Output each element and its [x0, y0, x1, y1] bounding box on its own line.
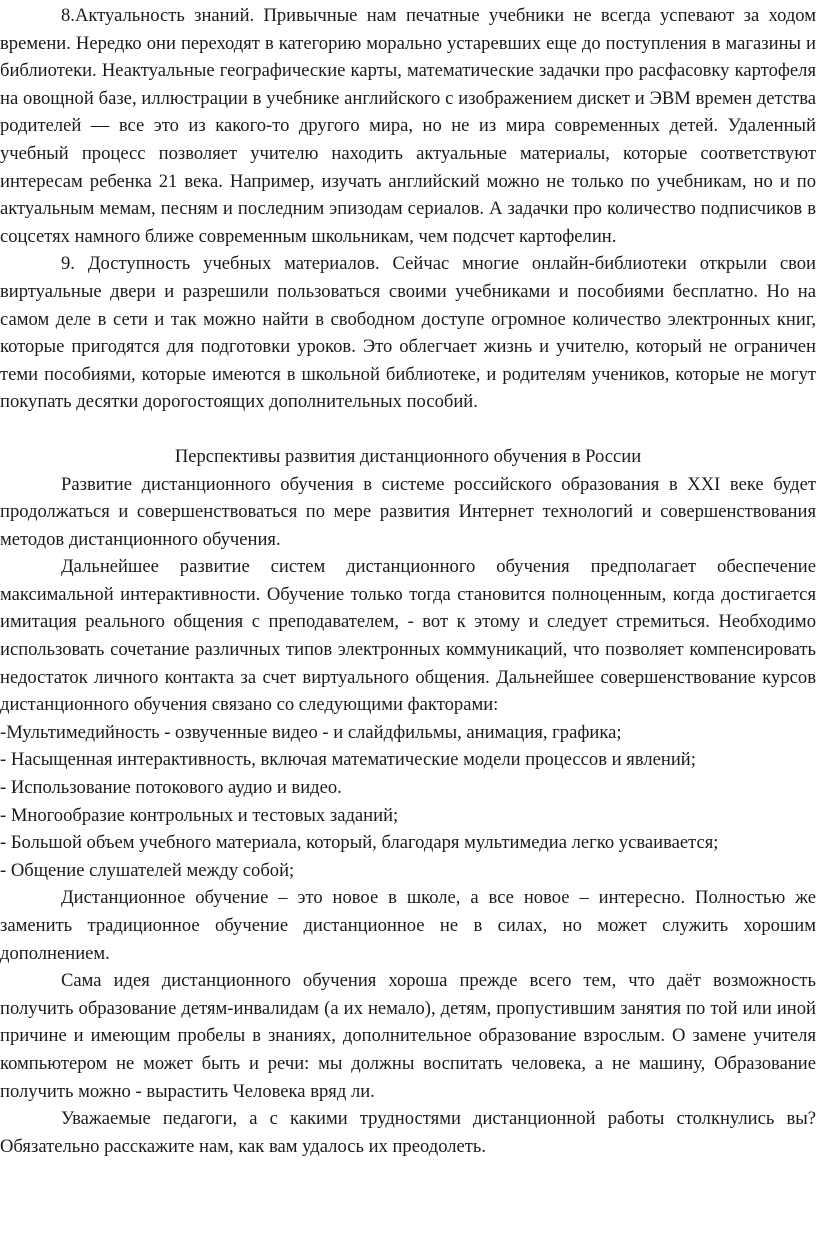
section-title: Перспективы развития дистанционного обучения в России: [174, 445, 642, 467]
list-item: - Насыщенная интерактивность, включая математические модели процессов и явлений;: [0, 749, 696, 771]
list-item: -Мультимедийность - озвученные видео - и слайдфильмы, анимация, графика;: [0, 721, 622, 743]
paragraph-intro: Развитие дистанционного обучения в системе российского образования в XXI веке будет продолжаться и совершенствоваться по мере развития Интернет технологий и совершенствования методов дистанционного обучения.: [0, 473, 816, 550]
list-item: - Использование потокового аудио и видео.: [0, 777, 342, 799]
paragraph-idea: Сама идея дистанционного обучения хороша прежде всего тем, что даёт возможность получить образование детям-инвалидам (а их немало), детям, пропустившим занятия по той или иной причине и имеющим пробелы в знаниях, дополнительное образование взрослым. О замене учителя компьютером не может быть и речи: мы должны воспитать человека, а не машину, Образование получить можно - вырастить Человека вряд ли.: [0, 970, 816, 1102]
paragraph-relevance: 8.Актуальность знаний. Привычные нам печатные учебники не всегда успевают за ходом времени. Нередко они переходят в категорию морально устаревших еще до поступления в магазины и библиотеки. Неактуальные географические карты, математические задачки про расфасовку картофеля на овощной базе, иллюстрации в учебнике английского с изображением дискет и ЭВМ времен детства родителей — все это из какого-то другого мира, но не из мира современных детей. Удаленный учебный процесс позволяет учителю находить актуальные материалы, которые соответствуют интересам ребенка 21 века. Например, изучать английский можно не только по учебникам, но и по актуальным мемам, песням и последним эпизодам сериалов. А задачки про количество подписчиков в соцсетях намного ближе современным школьникам, чем подсчет картофелин.: [0, 5, 816, 247]
list-item: - Общение слушателей между собой;: [0, 859, 295, 881]
paragraph-question: Уважаемые педагоги, а с какими трудностями дистанционной работы столкнулись вы? Обязательно расскажите нам, как вам удалось их преодолеть.: [0, 1108, 816, 1157]
list-item: - Большой объем учебного материала, который, благодаря мультимедиа легко усваивается;: [0, 832, 719, 854]
list-item: - Многообразие контрольных и тестовых заданий;: [0, 804, 399, 826]
paragraph-new-in-school: Дистанционное обучение – это новое в школе, а все новое – интересно. Полностью же заменить традиционное обучение дистанционное не в силах, но может служить хорошим дополнением.: [0, 887, 816, 964]
factors-list: [0, 719, 816, 885]
paragraph-further: Дальнейшее развитие систем дистанционного обучения предполагает обеспечение максимальной интерактивности. Обучение только тогда становится полноценным, когда достигается имитация реального общения с преподавателем, - вот к этому и следует стремиться. Необходимо использовать сочетание различных типов электронных коммуникаций, что позволяет компенсировать недостаток личного контакта за счет виртуального общения. Дальнейшее совершенствование курсов дистанционного обучения связано со следующими факторами:: [0, 556, 816, 716]
paragraph-accessibility: 9. Доступность учебных материалов. Сейчас многие онлайн-библиотеки открыли свои виртуальные двери и разрешили пользоваться своими учебниками и пособиями бесплатно. Но на самом деле в сети и так можно найти в свободном доступе огромное количество электронных книг, которые пригодятся для подготовки уроков. Это облегчает жизнь и учителю, который не ограничен теми пособиями, которые имеются в школьной библиотеке, и родителям учеников, которые не могут покупать десятки дорогостоящих дополнительных пособий.: [0, 253, 816, 413]
